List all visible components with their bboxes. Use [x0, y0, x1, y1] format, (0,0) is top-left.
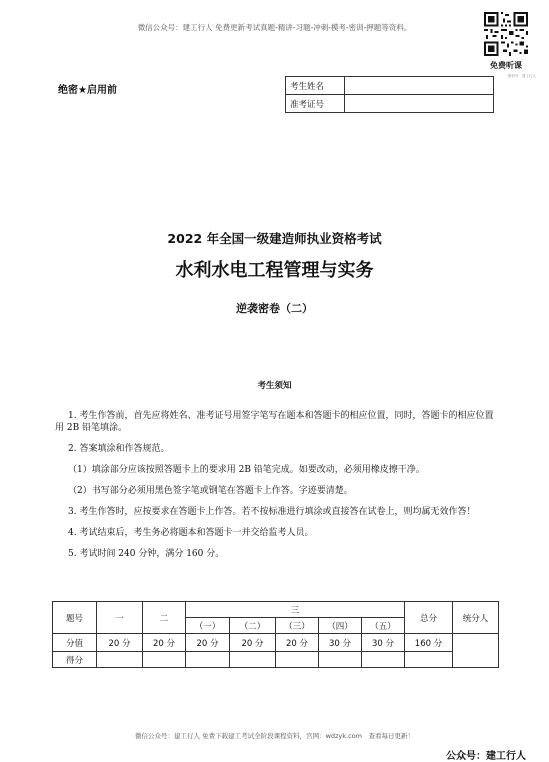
exam-title: 2022 年全国一级建造师执业资格考试 [167, 231, 382, 246]
notice-item: 4. 考试结束后，考生务必将题本和答题卡一并交给监考人员。 [68, 528, 314, 538]
qr-code-icon [484, 12, 528, 56]
table-row [286, 95, 494, 113]
notice-item: （1）填涂部分应该按照答题卡上的要求用 2B 铅笔完成。如要改动，必须用橡皮擦干净。 [68, 465, 425, 475]
top-banner: 微信公众号：建工行人 免费更新考试真题-精讲-习题-冲刺-模考-密训-押题等资料。 [137, 23, 412, 32]
header-sub-4: （四） [319, 618, 362, 634]
notice-item: 1. 考生作答前，首先应将姓名、准考证号用签字笔写在题本和答题卡的相应位置，同时，答题卡的相应位置用 2B 铅笔填涂。 [55, 411, 494, 433]
row-label-points: 分值 [53, 634, 97, 652]
header-part-one: 一 [97, 602, 143, 634]
points-cell: 20 分 [230, 634, 276, 652]
table-row [53, 652, 499, 668]
header-grader: 统分人 [453, 602, 499, 634]
points-cell: 20 分 [186, 634, 230, 652]
row-label-score: 得分 [53, 652, 97, 668]
grader-cell [453, 634, 499, 668]
header-topic: 题号 [53, 602, 97, 634]
points-cell: 20 分 [143, 634, 186, 652]
notice-item: 3. 考生作答时，应按要求在答题卡上作答。若不按标准进行填涂或直接答在试卷上，则均属无效作答！ [68, 507, 476, 517]
points-cell: 20 分 [276, 634, 319, 652]
score-cell [276, 652, 319, 668]
points-cell: 30 分 [319, 634, 362, 652]
table-row [286, 77, 494, 95]
qr-label: 免费听课 [490, 61, 522, 70]
header-part-two: 二 [143, 602, 186, 634]
candidate-info-table [285, 76, 494, 113]
admission-number-label: 准考证号 [286, 95, 345, 113]
notice-item: （2）书写部分必须用黑色签字笔或钢笔在答题卡上作答。字迹要清楚。 [68, 486, 353, 496]
score-cell [405, 652, 453, 668]
points-cell: 30 分 [362, 634, 405, 652]
points-cell: 20 分 [97, 634, 143, 652]
notice-list [55, 410, 495, 569]
admission-number-field [345, 95, 494, 113]
score-cell [186, 652, 230, 668]
header-sub-1: （一） [186, 618, 230, 634]
candidate-name-field [345, 77, 494, 95]
notice-item: 2. 答案填涂和作答规范。 [68, 444, 170, 454]
subject-title: 水利水电工程管理与实务 [175, 260, 374, 281]
candidate-name-label: 考生姓名 [286, 77, 345, 95]
secret-mark: 绝密★启用前 [58, 85, 117, 96]
score-table [52, 601, 499, 668]
header-part-three: 三 [186, 602, 405, 618]
table-row [53, 634, 499, 652]
table-row [53, 602, 499, 618]
notice-heading: 考生须知 [257, 381, 292, 391]
points-cell: 160 分 [405, 634, 453, 652]
notice-item: 5. 考试时间 240 分钟，满分 160 分。 [68, 549, 225, 559]
footer-note: 微信公众号：建工行人 免费下载建工考试全阶段课程资料，官网：wdzyk.com 查看每日更新！ [135, 732, 414, 740]
score-cell [97, 652, 143, 668]
brand-label: 公众号：建工行人 [446, 751, 526, 762]
qr-caption: 微信号：建工行人 [508, 74, 536, 78]
score-cell [362, 652, 405, 668]
header-sub-2: （二） [230, 618, 276, 634]
header-sub-3: （三） [276, 618, 319, 634]
score-cell [143, 652, 186, 668]
paper-title: 逆袭密卷（二） [236, 302, 313, 315]
score-cell [230, 652, 276, 668]
score-cell [319, 652, 362, 668]
header-sub-5: （五） [362, 618, 405, 634]
header-total: 总分 [405, 602, 453, 634]
